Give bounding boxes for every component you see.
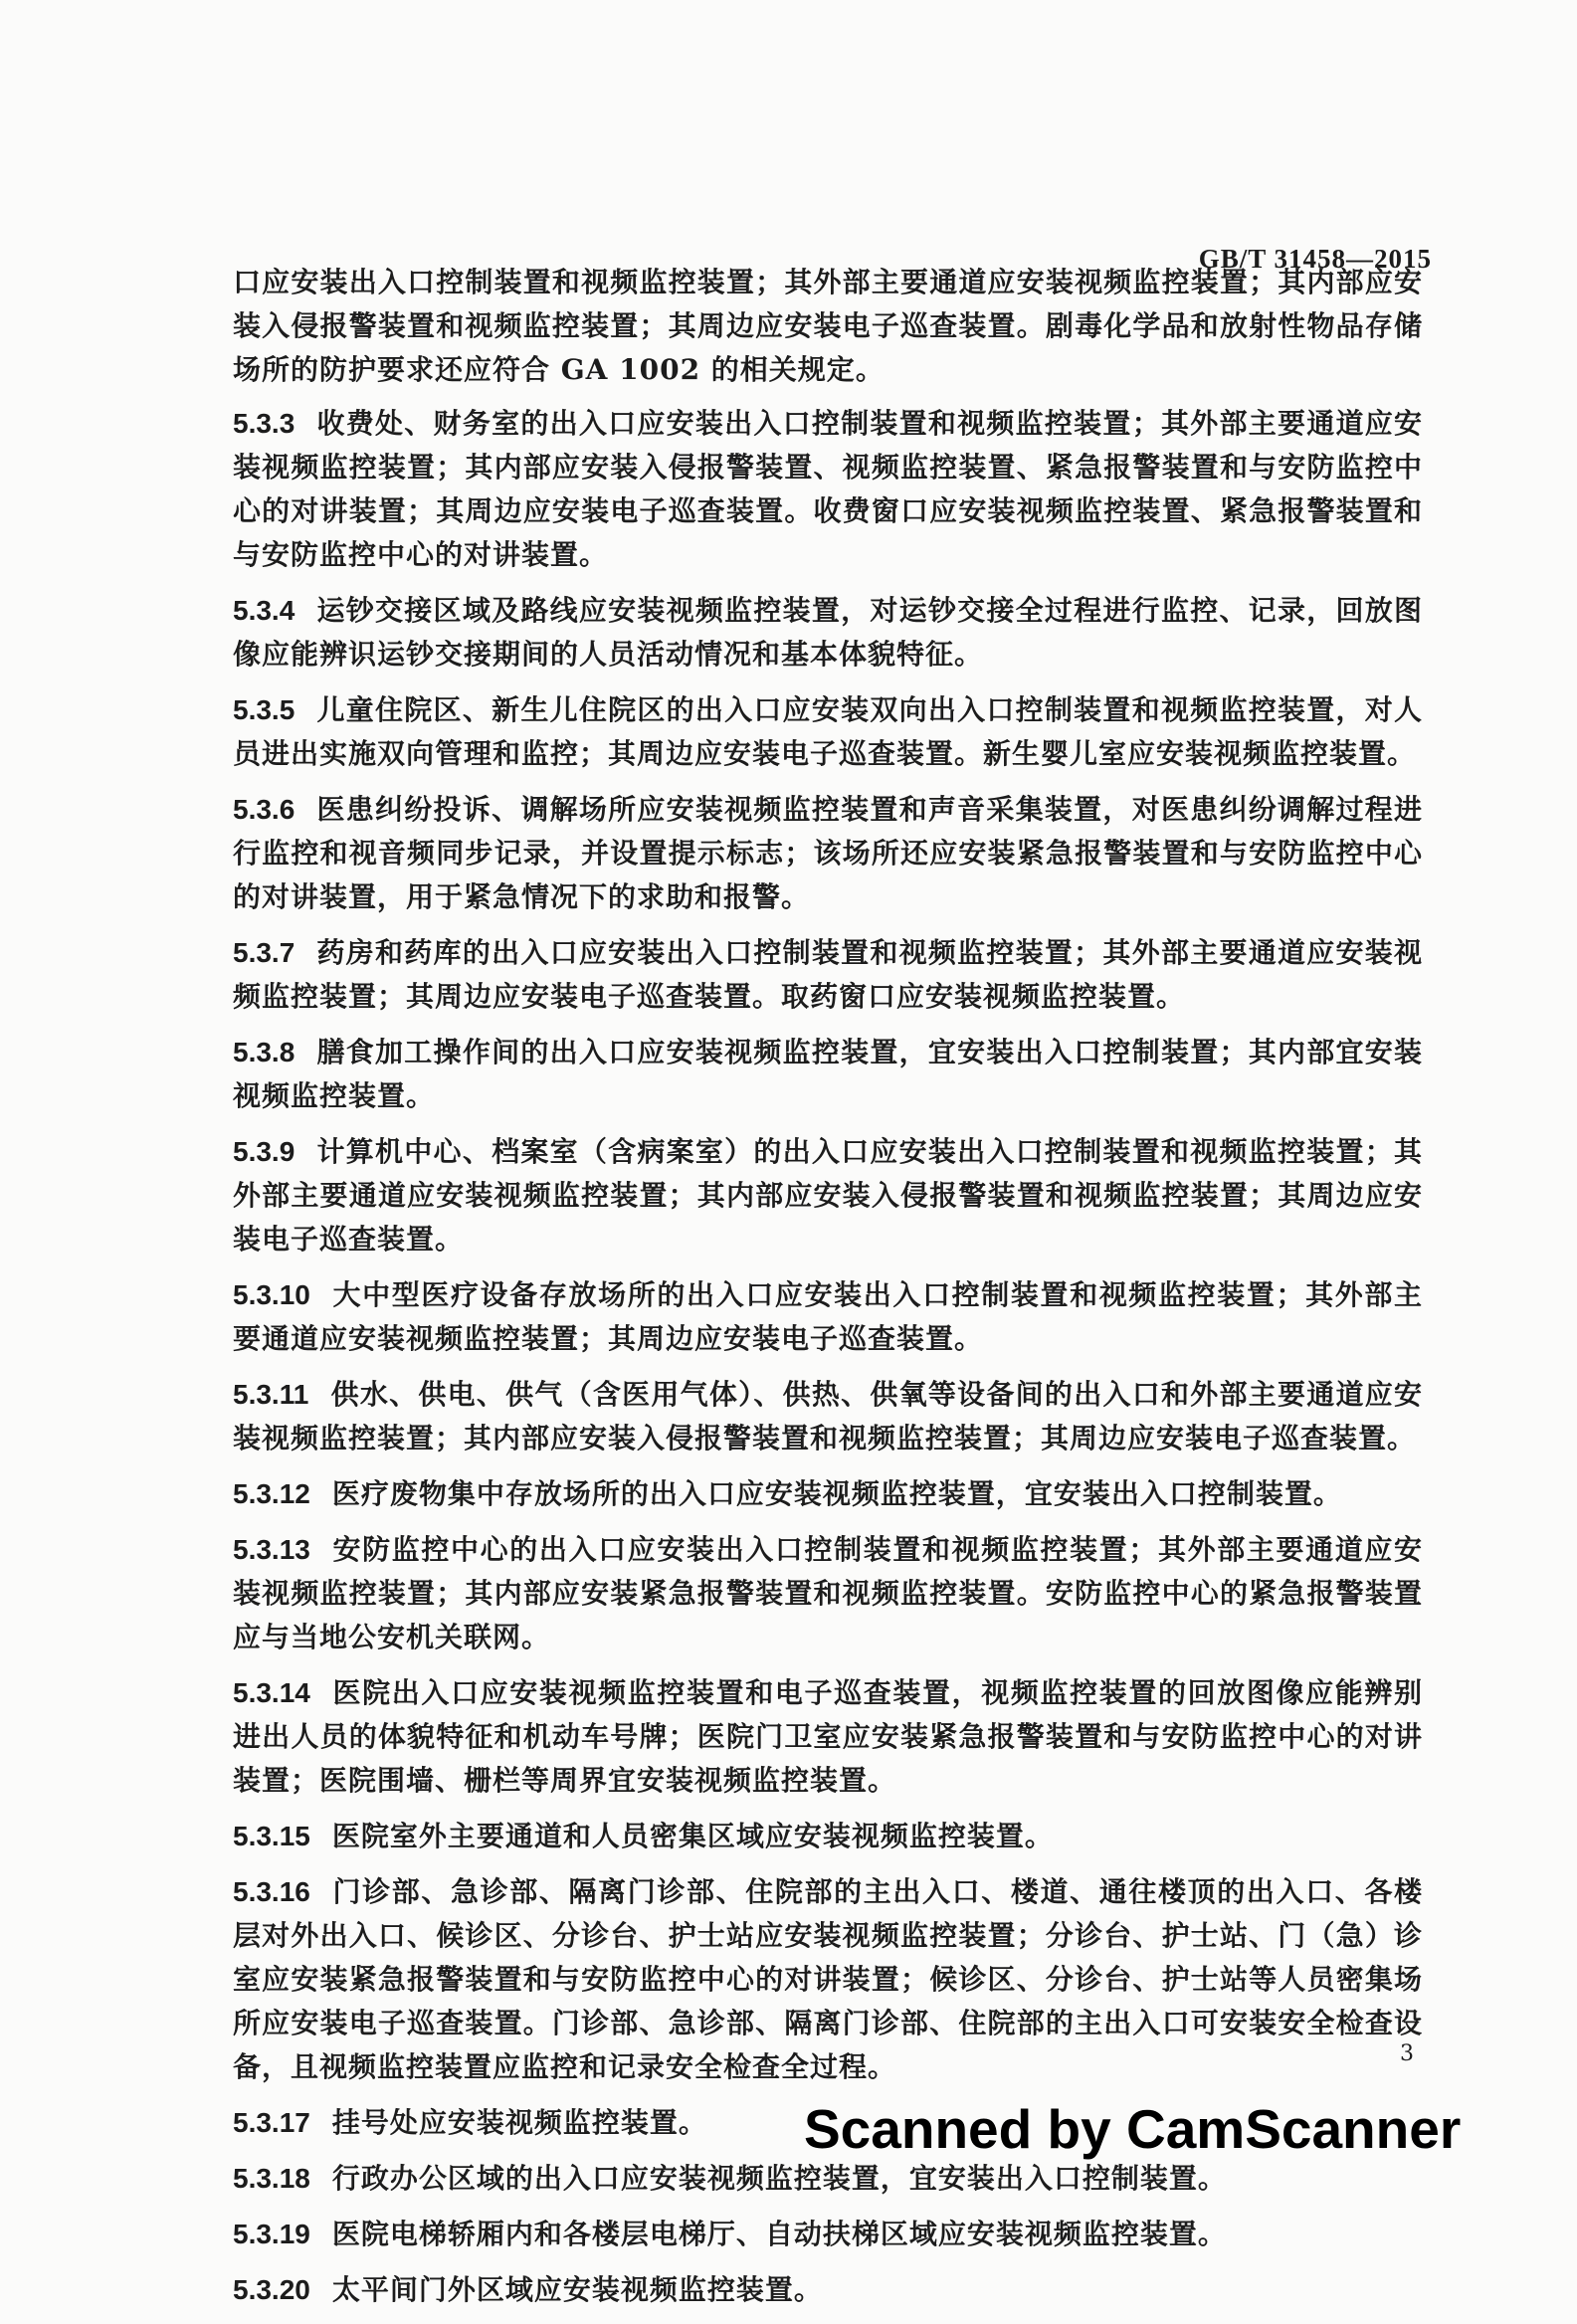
- clause-number: 5.3.4: [233, 595, 296, 626]
- continuation-paragraph: 口应安装出入口控制装置和视频监控装置；其外部主要通道应安装视频监控装置；其内部应安装入侵报警装置和视频监控装置；其周边应安装电子巡查装置。剧毒化学品和放射性物品存储场所的防护要求还应符合 GA 1002 的相关规定。: [233, 266, 1423, 386]
- clause-number: 5.3.12: [233, 1478, 310, 1509]
- clause-5-3-20: [233, 2268, 1423, 2312]
- clause-5-3-18: [233, 2157, 1423, 2201]
- clause-number: 5.3.5: [233, 694, 296, 725]
- clause-text: 安防监控中心的出入口应安装出入口控制装置和视频监控装置；其外部主要通道应安装视频监控装置；其内部应安装紧急报警装置和视频监控装置。安防监控中心的紧急报警装置应与当地公安机关联网。: [233, 1533, 1423, 1653]
- clause-list: [233, 261, 1423, 2324]
- clause-number: 5.3.13: [233, 1534, 310, 1565]
- clause-text: 计算机中心、档案室（含病案室）的出入口应安装出入口控制装置和视频监控装置；其外部主要通道应安装视频监控装置；其内部应安装入侵报警装置和视频监控装置；其周边应安装电子巡查装置。: [233, 1135, 1423, 1256]
- clause-text: 行政办公区域的出入口应安装视频监控装置，宜安装出入口控制装置。: [331, 2162, 1227, 2195]
- clause-text: 药房和药库的出入口应安装出入口控制装置和视频监控装置；其外部主要通道应安装视频监控装置；其周边应安装电子巡查装置。取药窗口应安装视频监控装置。: [233, 936, 1423, 1013]
- clause-5-3-8: [233, 1031, 1423, 1118]
- clause-5-3-19: [233, 2213, 1423, 2256]
- clause-5-3-12: [233, 1472, 1423, 1516]
- clause-text: 供水、供电、供气（含医用气体）、供热、供氧等设备间的出入口和外部主要通道应安装视频监控装置；其内部应安装入侵报警装置和视频监控装置；其周边应安装电子巡查装置。: [233, 1378, 1423, 1454]
- clause-5-3-15: [233, 1815, 1423, 1858]
- clause-number: 5.3.20: [233, 2274, 310, 2305]
- clause-number: 5.3.9: [233, 1136, 296, 1167]
- standard-code: GB/T 31458—2015: [1198, 244, 1432, 274]
- clause-text: 医院电梯轿厢内和各楼层电梯厅、自动扶梯区域应安装视频监控装置。: [331, 2218, 1227, 2250]
- clause-text: 医院室外主要通道和人员密集区域应安装视频监控装置。: [331, 1820, 1054, 1852]
- clause-number: 5.3.16: [233, 1876, 310, 1907]
- clause-5-3-4: [233, 589, 1423, 677]
- clause-text: 医疗废物集中存放场所的出入口应安装视频监控装置，宜安装出入口控制装置。: [331, 1477, 1342, 1510]
- clause-5-3-10: [233, 1273, 1423, 1361]
- clause-5-3-14: [233, 1671, 1423, 1803]
- clause-number: 5.3.10: [233, 1279, 310, 1310]
- clause-5-3-3: [233, 402, 1423, 577]
- clause-5-3-16: [233, 1870, 1423, 2089]
- clause-text: 太平间门外区域应安装视频监控装置。: [331, 2273, 823, 2306]
- clause-text: 医院出入口应安装视频监控装置和电子巡查装置，视频监控装置的回放图像应能辨别进出人员的体貌特征和机动车号牌；医院门卫室应安装紧急报警装置和与安防监控中心的对讲装置；医院围墙、栅栏等周界宜安装视频监控装置。: [233, 1676, 1423, 1797]
- clause-number: 5.3.18: [233, 2163, 310, 2194]
- clause-number: 5.3.8: [233, 1037, 296, 1067]
- clause-number: 5.3.11: [233, 1379, 309, 1410]
- clause-text: 运钞交接区域及路线应安装视频监控装置，对运钞交接全过程进行监控、记录，回放图像应能辨识运钞交接期间的人员活动情况和基本体貌特征。: [233, 594, 1423, 671]
- clause-number: 5.3.19: [233, 2219, 310, 2249]
- clause-text: 收费处、财务室的出入口应安装出入口控制装置和视频监控装置；其外部主要通道应安装视频监控装置；其内部应安装入侵报警装置、视频监控装置、紧急报警装置和与安防监控中心的对讲装置；其周边应安装电子巡查装置。收费窗口应安装视频监控装置、紧急报警装置和与安防监控中心的对讲装置。: [233, 407, 1423, 571]
- clause-text: 大中型医疗设备存放场所的出入口应安装出入口控制装置和视频监控装置；其外部主要通道应安装视频监控装置；其周边应安装电子巡查装置。: [233, 1278, 1423, 1355]
- clause-text: 门诊部、急诊部、隔离门诊部、住院部的主出入口、楼道、通往楼顶的出入口、各楼层对外出入口、候诊区、分诊台、护士站应安装视频监控装置；分诊台、护士站、门（急）诊室应安装紧急报警装置和与安防监控中心的对讲装置；候诊区、分诊台、护士站等人员密集场所应安装电子巡查装置。门诊部、急诊部、隔离门诊部、住院部的主出入口可安装安全检查设备，且视频监控装置应监控和记录安全检查全过程。: [233, 1875, 1423, 2083]
- clause-5-3-11: [233, 1373, 1423, 1460]
- clause-text: 挂号处应安装视频监控装置。: [331, 2106, 707, 2139]
- clause-number: 5.3.3: [233, 408, 296, 439]
- clause-number: 5.3.6: [233, 794, 296, 825]
- clause-5-3-6: [233, 788, 1423, 919]
- clause-number: 5.3.15: [233, 1821, 310, 1851]
- clause-text: 医患纠纷投诉、调解场所应安装视频监控装置和声音采集装置，对医患纠纷调解过程进行监控和视音频同步记录，并设置提示标志；该场所还应安装紧急报警装置和与安防监控中心的对讲装置，用于紧急情况下的求助和报警。: [233, 793, 1423, 913]
- clause-5-3-13: [233, 1528, 1423, 1659]
- clause-number: 5.3.7: [233, 937, 296, 968]
- clause-5-3-7: [233, 931, 1423, 1019]
- clause-text: 儿童住院区、新生儿住院区的出入口应安装双向出入口控制装置和视频监控装置，对人员进出实施双向管理和监控；其周边应安装电子巡查装置。新生婴儿室应安装视频监控装置。: [233, 693, 1423, 770]
- clause-number: 5.3.17: [233, 2107, 310, 2138]
- clause-5-3-5: [233, 688, 1423, 776]
- camscanner-watermark: Scanned by CamScanner: [804, 2098, 1462, 2160]
- clause-number: 5.3.14: [233, 1677, 310, 1708]
- page-number: 3: [1400, 2041, 1414, 2066]
- clause-5-3-9: [233, 1130, 1423, 1261]
- clause-text: 膳食加工操作间的出入口应安装视频监控装置，宜安装出入口控制装置；其内部宜安装视频监控装置。: [233, 1036, 1423, 1112]
